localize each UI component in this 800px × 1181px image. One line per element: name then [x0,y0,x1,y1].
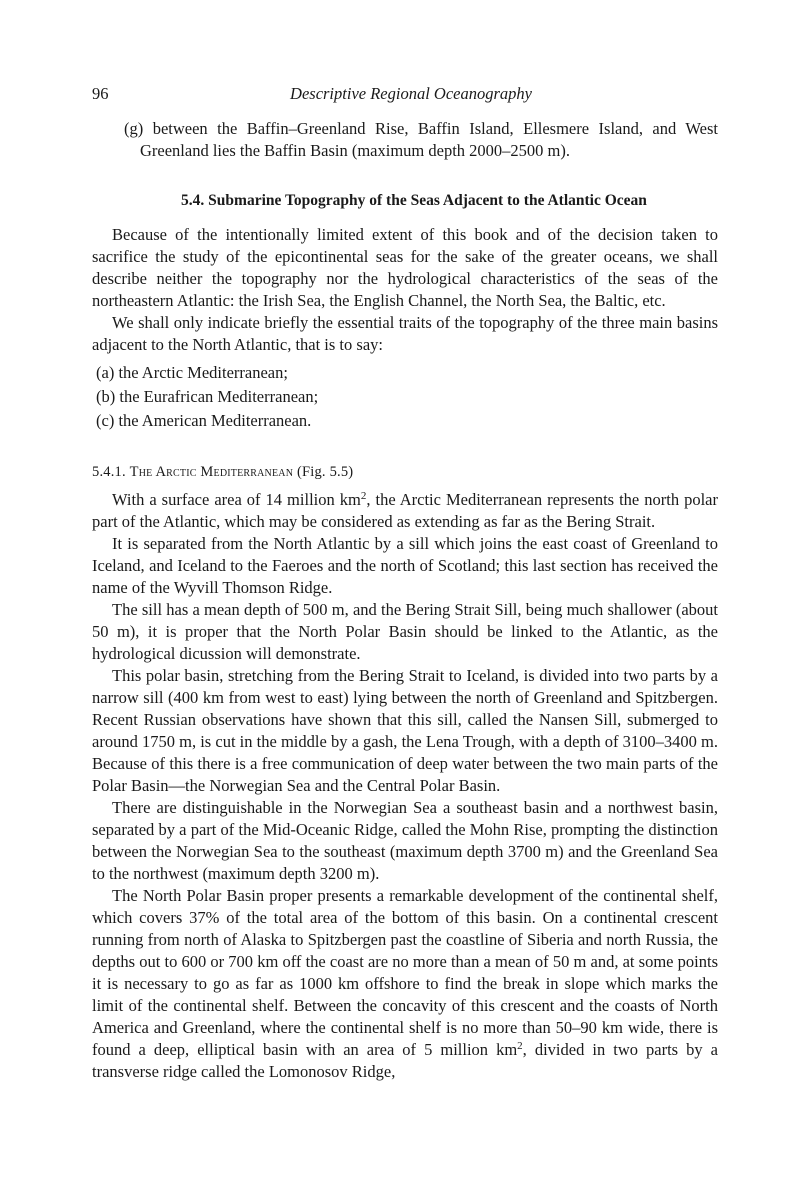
list-item: (b) the Eurafrican Mediterranean; [96,387,319,406]
running-title: Descriptive Regional Oceanography [290,84,532,103]
subsection-paragraph-4: This polar basin, stretching from the Bering Strait to Iceland, is divided into two parts by a narrow sill (400 km from west to east) lying between the north of Greenland and Spitzbergen. Recent Russian observations have shown that this sill, called the Nansen Sill, submerged to around 1750 m, is cut in the middle by a gash, the Lena Trough, with a depth of 3100–3400 m. Because of this there is a free communication of deep water between the two main parts of the Polar Basin—the Norwegian Sea and the Central Polar Basin. [92,666,718,795]
subsection-heading [92,464,718,481]
subsection-paragraph-2: It is separated from the North Atlantic by a sill which joins the east coast of Greenland to Iceland, and Iceland to the Faeroes and the north of Scotland; this last section has received the name of the Wyvill Thomson Ridge. [92,534,718,597]
list-item-g: (g) between the Baffin–Greenland Rise, Baffin Island, Ellesmere Island, and West Greenland lies the Baffin Basin (maximum depth 2000–2500 m). [124,119,718,160]
book-page [92,84,718,1083]
subsection-paragraph-1: With a surface area of 14 million $km^2$, the Arctic Mediterranean represents the north polar part of the Atlantic, which may be considered as extending as far as the Bering Strait. [92,490,718,531]
page-number: 96 [92,84,109,103]
section-paragraph-2: We shall only indicate briefly the essential traits of the topography of the three main basins adjacent to the North Atlantic, that is to say: [92,313,718,354]
figure-reference: (Fig. 5.5) [296,464,354,480]
section-heading: 5.4. Submarine Topography of the Seas Adjacent to the Atlantic Ocean [181,192,647,209]
subsection-paragraph-5: There are distinguishable in the Norwegian Sea a southeast basin and a northwest basin, separated by a part of the Mid-Oceanic Ridge, called the Mohn Rise, prompting the distinction between the Norwegian Sea to the southeast (maximum depth 3700 m) and the Greenland Sea to the northwest (maximum depth 3200 m). [92,798,718,883]
subsection-title: The Arctic Mediterranean [129,464,294,480]
subsection-paragraph-6: The North Polar Basin proper presents a remarkable development of the continental shelf, which covers 37% of the total area of the bottom of this basin. On a continental crescent running from north of Alaska to Spitzbergen past the coastline of Siberia and north Russia, the depths out to 600 or 700 km off the coast are no more than a mean of 50 m and, at some points it is necessary to go as far as 1000 km offshore to find the break in slope which marks the limit of the continental shelf. Between the concavity of this crescent and the coasts of North America and Greenland, where the continental shelf is no more than 50–90 km wide, there is found a deep, elliptical basin with an area of 5 million $km^2$, divided in two parts by a transverse ridge called the Lomonosov Ridge, [92,886,718,1081]
list-item: (c) the American Mediterranean. [96,411,312,430]
page-header [92,84,718,108]
subsection-number: 5.4.1. [92,464,126,480]
basin-list [92,361,718,433]
subsection-paragraph-3: The sill has a mean depth of 500 m, and the Bering Strait Sill, being much shallower (about 50 m), it is proper that the North Polar Basin should be linked to the Atlantic, as the hydrological dicussion will demonstrate. [92,600,718,663]
list-item: (a) the Arctic Mediterranean; [96,363,288,382]
section-paragraph-1: Because of the intentionally limited extent of this book and of the decision taken to sacrifice the study of the epicontinental seas for the sake of the greater oceans, we shall describe neither the topography nor the hydrological characteristics of the seas of the northeastern Atlantic: the Irish Sea, the English Channel, the North Sea, the Baltic, etc. [92,225,718,310]
